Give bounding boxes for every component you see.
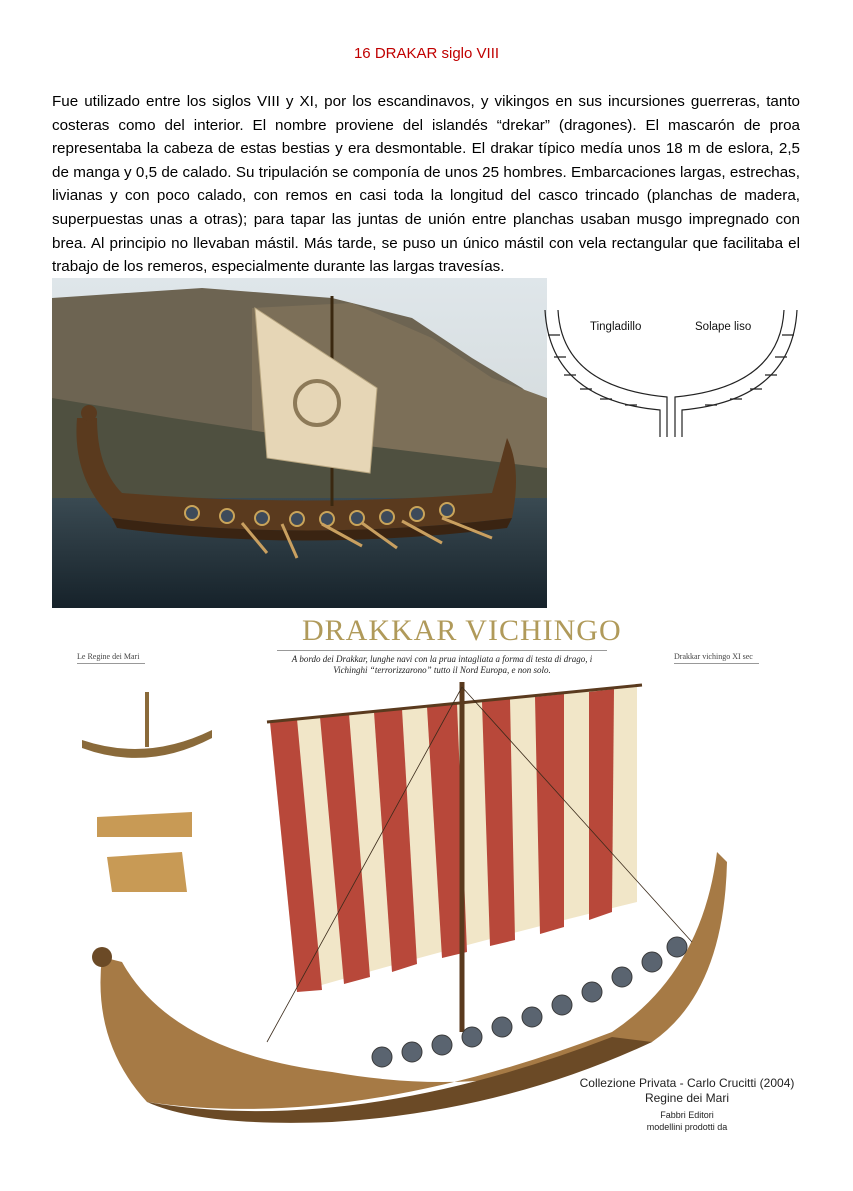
illustration-right-header: Drakkar vichingo XI sec xyxy=(674,652,759,664)
striped-sail xyxy=(267,685,642,992)
viking-ship-photo xyxy=(52,278,547,608)
drakkar-drawing xyxy=(52,612,802,1147)
keel-detail xyxy=(97,812,192,892)
illustration-left-header: Le Regine dei Mari xyxy=(77,652,145,664)
illustration-title: DRAKKAR VICHINGO xyxy=(302,614,622,647)
illustration-subtitle: A bordo dei Drakkar, lunghe navi con la prua intagliata a forma di testa di drago, i Vichinghi “terrorizzarono” tutto il Nord Europa, e non solo. xyxy=(277,650,607,676)
illustration-credit xyxy=(567,1076,807,1132)
credit-publisher: Fabbri Editori xyxy=(660,1110,714,1120)
credit-collection: Collezione Privata - Carlo Crucitti (2004) xyxy=(579,1076,795,1090)
hull-planking-diagram xyxy=(540,305,802,443)
solape-liso-label: Solape liso xyxy=(695,321,752,333)
drakkar-illustration xyxy=(52,612,802,1147)
page-title: 16 DRAKAR siglo VIII xyxy=(353,45,500,62)
credit-models: modellini prodotti da xyxy=(646,1122,728,1132)
tingladillo-label: Tingladillo xyxy=(590,321,642,333)
hull-sections-drawing xyxy=(540,305,802,443)
credit-series: Regine dei Mari xyxy=(644,1091,730,1105)
body-paragraph: Fue utilizado entre los siglos VIII y XI, por los escandinavos, y vikingos en sus incursiones guerreras, tanto costeras como del interior. El nombre proviene del islandés “drekar” (dragones). El mascarón de proa representaba la cabeza de estas bestias y era desmontable. El drakar típico medía unos 18 m de eslora, 2,5 de manga y 0,5 de calado. Su tripulación se componía de unos 25 hombres. Embarcaciones largas, estrechas, livianas y con poco calado, con remos en casi toda la longitud del casco trincado (planchas de madera, superpuestas unas a otras); para tapar las juntas de unión entre planchas usaban musgo impregnado con brea. Al principio no llevaban mástil. Más tarde, se puso un único mástil con vela rectangular que facilitaba el trabajo de los remeros, especialmente durante las largas travesías. xyxy=(52,93,800,276)
anchor-detail xyxy=(82,692,212,758)
